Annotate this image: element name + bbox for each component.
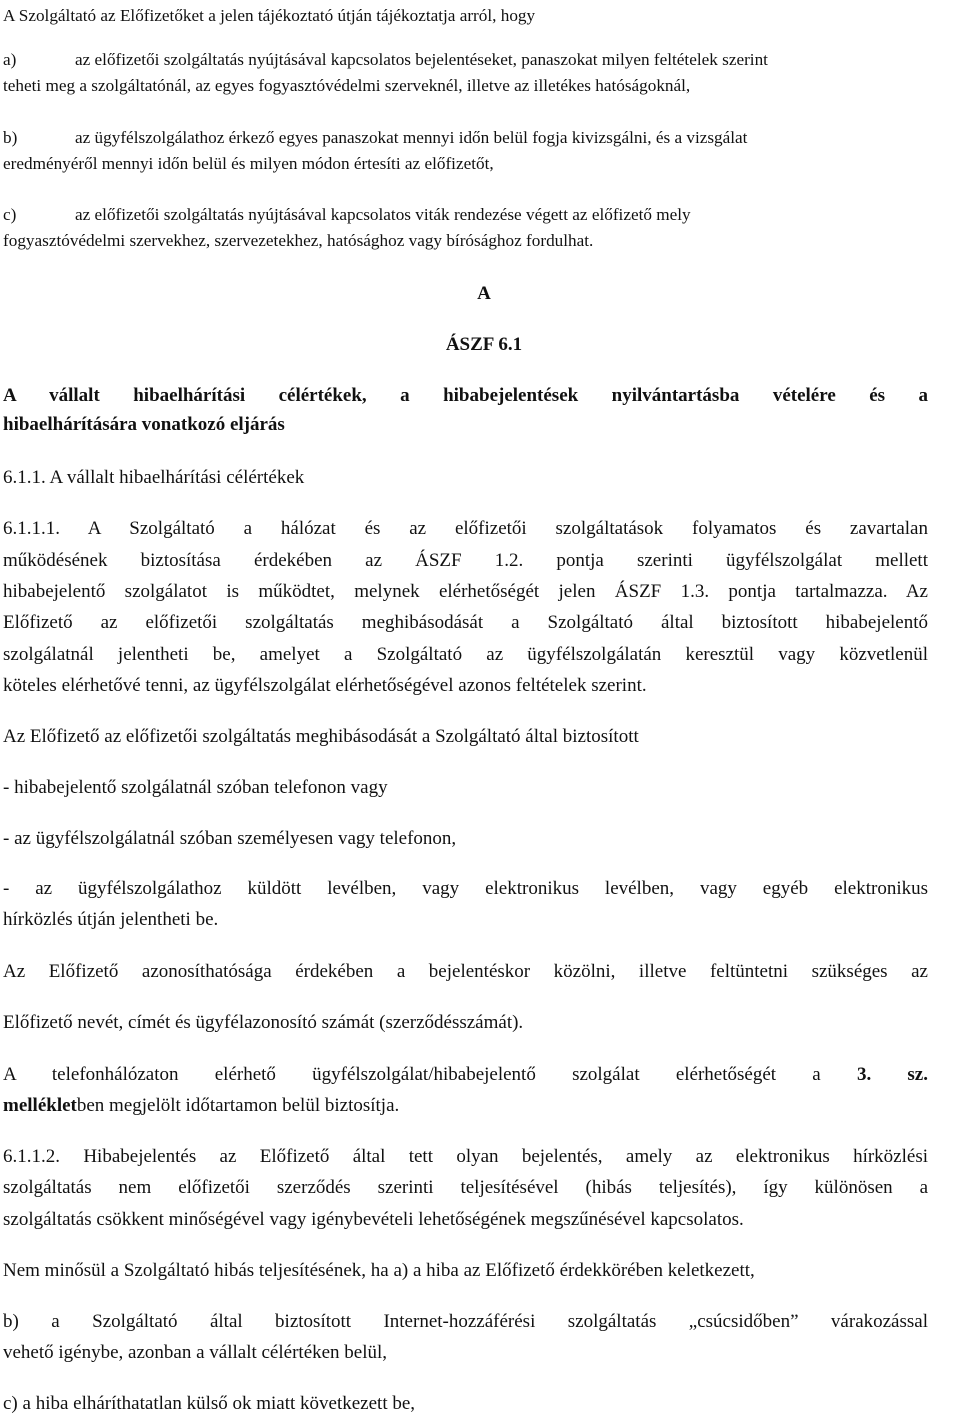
center-letter: A xyxy=(477,283,491,304)
para-c: c) a hiba elháríthatatlan külső ok miatt következett be, xyxy=(3,1393,416,1414)
item-b-label: b) xyxy=(3,128,18,147)
para-6111-line-6: köteles elérhetővé tenni, az ügyfélszolgálat elérhetőségével azonos feltételek szerint. xyxy=(3,675,647,696)
para-phone-line-1 xyxy=(3,1063,928,1087)
para-6112-line-3: szolgáltatás csökkent minőségével vagy igénybevételi lehetőségének megszűnésével kapcsolatos. xyxy=(3,1209,744,1230)
para-phone-text: A telefonhálózaton elérhető ügyfélszolgálat/hibabejelentő szolgálat elérhetőségét a xyxy=(3,1064,857,1085)
para-phone-annex-number: 3. sz. xyxy=(856,1064,928,1085)
item-b-text-1: az ügyfélszolgálathoz érkező egyes panaszokat mennyi időn belül fogja kivizsgálni, és a vizsgálat xyxy=(75,128,748,147)
item-c-label: c) xyxy=(3,205,17,224)
para-6111-line-3: hibabejelentő szolgálatot is működtet, melynek elérhetőségét jelen ÁSZF 1.3. pontja tartalmazza. Az xyxy=(3,581,928,602)
item-c-line-1 xyxy=(3,203,691,227)
para-6111-line-5: szolgálatnál jelentheti be, amelyet a Szolgáltató az ügyfélszolgálatán keresztül vagy közvetlenül xyxy=(3,644,928,665)
item-a-line-2: teheti meg a szolgáltatónál, az egyes fogyasztóvédelmi szerveknél, illetve az illetékes hatóságoknál, xyxy=(3,76,691,95)
para-not-fault: Nem minősül a Szolgáltató hibás teljesítésének, ha a) a hiba az Előfizető érdekkörében keletkezett, xyxy=(3,1260,755,1281)
para-phone-rest: ben megjelölt időtartamon belül biztosítja. xyxy=(76,1095,400,1116)
para-6112-line-1: 6.1.1.2. Hibabejelentés az Előfizető által tett olyan bejelentés, amely az elektronikus hírközlési xyxy=(3,1146,928,1167)
center-title: ÁSZF 6.1 xyxy=(445,334,523,355)
para-6112-line-2: szolgáltatás nem előfizetői szerződés szerinti teljesítésével (hibás teljesítés), így különösen a xyxy=(3,1177,928,1198)
para-report: Az Előfizető az előfizetői szolgáltatás meghibásodását a Szolgáltató által biztosított xyxy=(3,726,639,747)
dash-item-3-line-1: - az ügyfélszolgálathoz küldött levélben, vagy elektronikus levélben, vagy egyéb elektronikus xyxy=(3,878,928,899)
sub-heading: 6.1.1. A vállalt hibaelhárítási célértékek xyxy=(3,467,305,488)
item-c-line-2: fogyasztóvédelmi szervekhez, szervezetekhez, hatósághoz vagy bírósághoz fordulhat. xyxy=(3,231,594,250)
dash-item-2: - az ügyfélszolgálatnál szóban személyesen vagy telefonon, xyxy=(3,828,457,849)
item-a-text-1: az előfizetői szolgáltatás nyújtásával kapcsolatos bejelentéseket, panaszokat milyen feltételek szerint xyxy=(75,50,768,69)
item-b-line-2: eredményéről mennyi időn belül és milyen módon értesíti az előfizetőt, xyxy=(3,154,494,173)
section-heading-line-2: hibaelhárítására vonatkozó eljárás xyxy=(3,414,285,435)
para-b-line-2: vehető igénybe, azonban a vállalt célértéken belül, xyxy=(3,1342,388,1363)
item-a-label: a) xyxy=(3,50,17,69)
item-c-text-1: az előfizetői szolgáltatás nyújtásával kapcsolatos viták rendezése végett az előfizető mely xyxy=(75,205,691,224)
para-6111-line-2: működésének biztosítása érdekében az ÁSZF 1.2. pontja szerinti ügyfélszolgálat mellett xyxy=(3,550,928,571)
item-a-line-1 xyxy=(3,48,768,72)
para-6111-line-4: Előfizető az előfizetői szolgáltatás meghibásodását a Szolgáltató által biztosított hibabejelentő xyxy=(3,612,928,633)
para-phone-annex-word: melléklet xyxy=(3,1095,77,1116)
intro-line: A Szolgáltató az Előfizetőket a jelen tájékoztató útján tájékoztatja arról, hogy xyxy=(3,6,536,25)
para-6111-line-1: 6.1.1.1. A Szolgáltató a hálózat és az előfizetői szolgáltatások folyamatos és zavartalan xyxy=(3,518,928,539)
dash-item-3-line-2: hírközlés útján jelentheti be. xyxy=(3,909,219,930)
item-b-line-1 xyxy=(3,126,747,150)
dash-item-1: - hibabejelentő szolgálatnál szóban telefonon vagy xyxy=(3,777,388,798)
section-heading-line-1: A vállalt hibaelhárítási célértékek, a hibabejelentések nyilvántartásba vételére és a xyxy=(3,385,928,406)
para-ident-line-2: Előfizető nevét, címét és ügyfélazonosító számát (szerződésszámát). xyxy=(3,1012,524,1033)
para-phone-line-2 xyxy=(3,1094,399,1118)
para-b-line-1: b) a Szolgáltató által biztosított Internet-hozzáférési szolgáltatás „csúcsidőben” várakozással xyxy=(3,1311,928,1332)
para-ident-line-1: Az Előfizető azonosíthatósága érdekében a bejelentéskor közölni, illetve feltüntetni szükséges az xyxy=(3,961,928,982)
